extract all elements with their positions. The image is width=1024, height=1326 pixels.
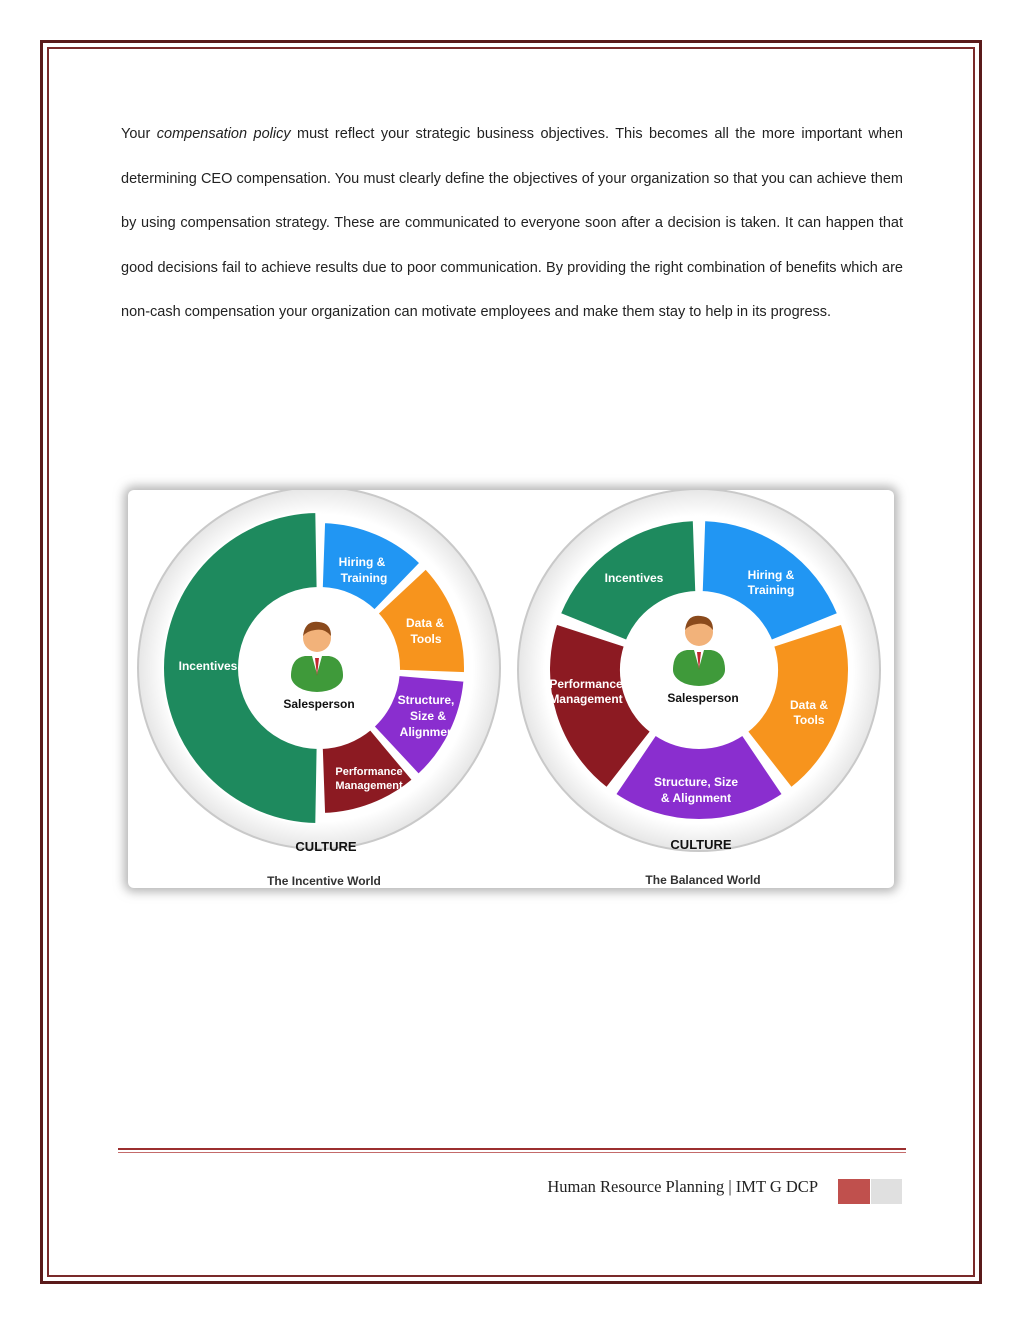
right-label-hiring-2: Training xyxy=(747,583,795,597)
left-diagram xyxy=(138,490,500,888)
footer-rule xyxy=(118,1148,906,1150)
paragraph-rest: must reflect your strategic business objectives. This becomes all the more important when determining CEO compensation. You must clearly define the objectives of your organization so that you can achieve them by using compensation strategy. These are communicated to everyone soon after a decision is taken. It can happen that good decisions fail to achieve results due to poor communication. By providing the right combination of benefits which are non-cash compensation your organization can motivate employees and make them stay to help in its progress. xyxy=(121,126,903,321)
right-culture-label: CULTURE xyxy=(670,837,732,852)
footer-swatch-neutral xyxy=(871,1179,902,1204)
left-caption: The Incentive World xyxy=(267,874,381,888)
left-culture-label: CULTURE xyxy=(295,839,357,854)
right-label-incentives: Incentives xyxy=(604,571,664,585)
left-label-structure-2: Size & xyxy=(409,709,447,723)
left-label-structure-1: Structure, xyxy=(397,693,455,707)
footer-swatch-accent xyxy=(838,1179,870,1204)
left-label-performance-1: Performance xyxy=(335,766,403,778)
left-label-data-2: Tools xyxy=(410,632,442,646)
paragraph-lead: Your xyxy=(121,126,157,142)
right-label-hiring-1: Hiring & xyxy=(747,568,795,582)
right-diagram xyxy=(518,490,880,887)
right-center-label: Salesperson xyxy=(667,691,739,705)
left-label-hiring-1: Hiring & xyxy=(338,555,386,569)
left-label-performance-2: Management xyxy=(335,780,403,792)
diagram-figure xyxy=(128,490,894,888)
right-label-structure-1: Structure, Size xyxy=(653,775,739,789)
footer-rule-thin xyxy=(118,1152,906,1153)
footer-text: Human Resource Planning | IMT G DCP xyxy=(547,1177,818,1196)
right-label-data-1: Data & xyxy=(789,698,829,712)
left-center-label: Salesperson xyxy=(283,697,355,711)
left-label-hiring-2: Training xyxy=(340,571,388,585)
right-caption: The Balanced World xyxy=(645,873,761,887)
right-label-performance-1: Performance xyxy=(549,677,623,691)
paragraph-emphasis: compensation policy xyxy=(156,126,291,142)
right-label-data-2: Tools xyxy=(793,713,825,727)
left-label-data-1: Data & xyxy=(405,616,445,630)
left-label-incentives: Incentives xyxy=(178,659,238,673)
right-label-performance-2: Management xyxy=(549,692,623,706)
body-paragraph xyxy=(121,112,903,335)
diagram-svg xyxy=(128,490,894,888)
right-label-structure-2: & Alignment xyxy=(660,791,732,805)
left-label-structure-3: Alignment xyxy=(399,725,459,739)
